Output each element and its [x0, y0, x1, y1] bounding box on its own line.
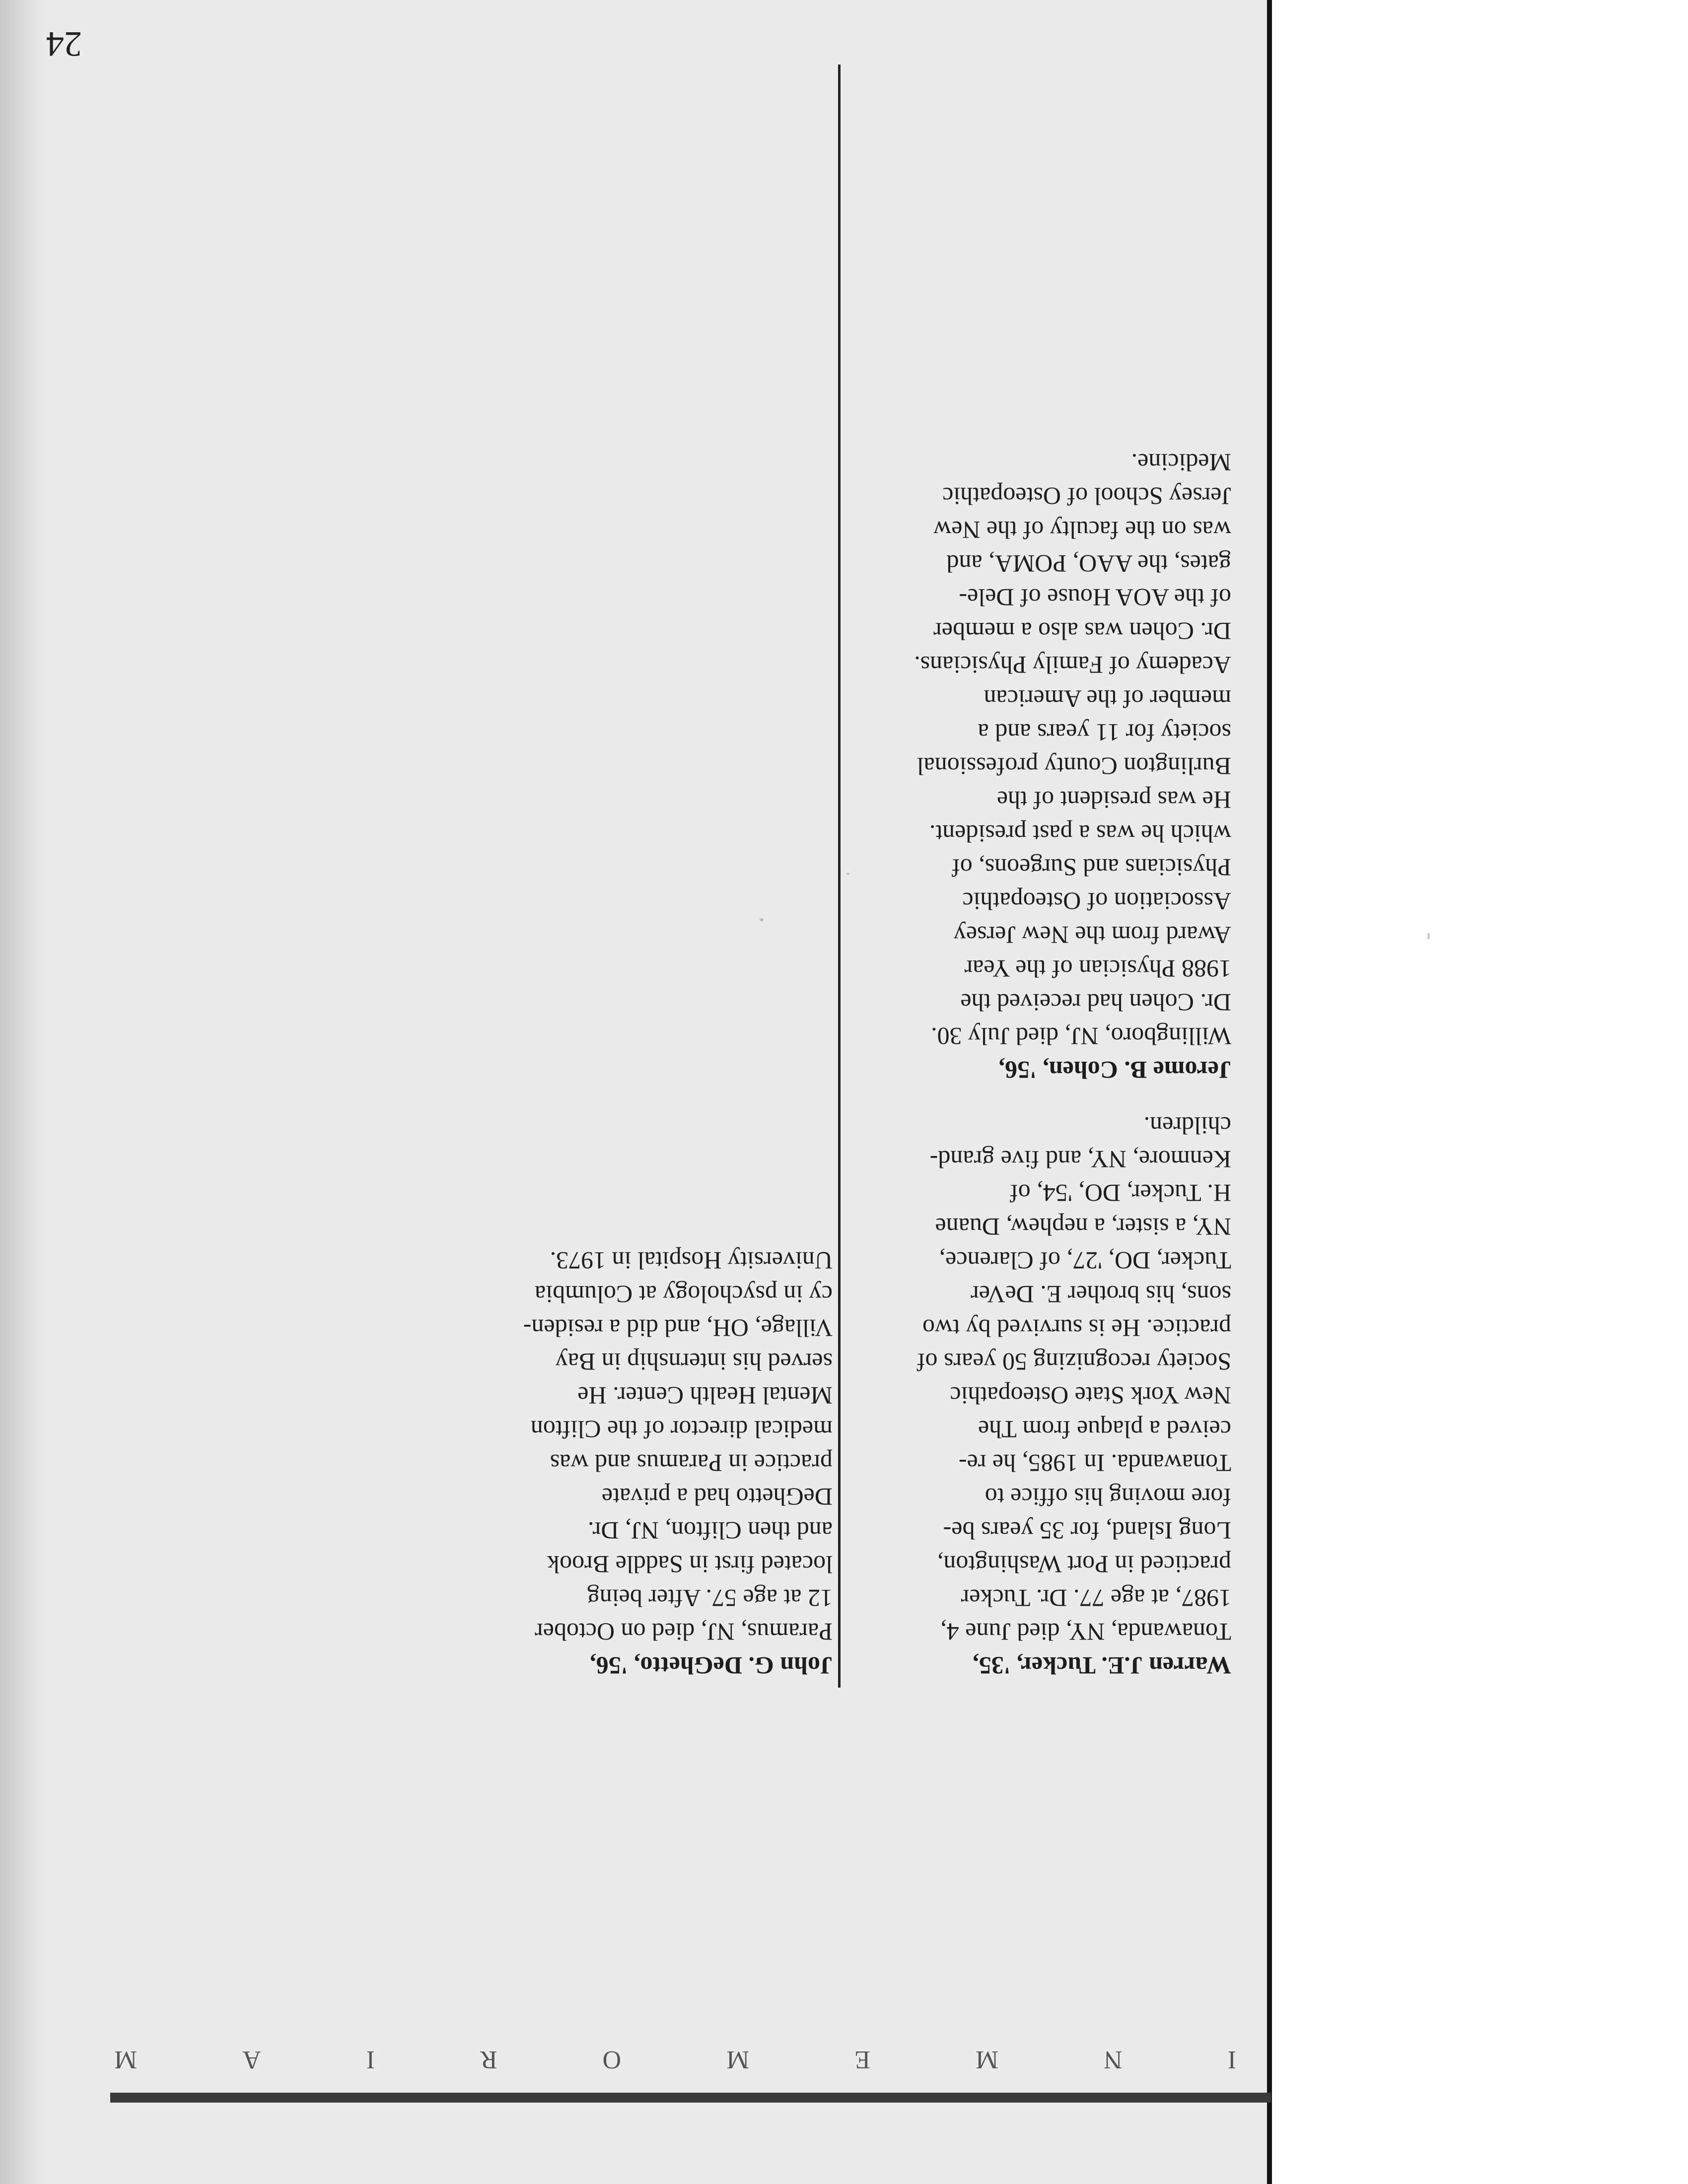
- obituary-line: Tucker, DO, '27, of Clarence,: [939, 1247, 1231, 1275]
- obituary-line: Tonawanda, NY, died June 4,: [940, 1618, 1231, 1646]
- obituary-line: member of the American: [984, 685, 1231, 713]
- obituary-tucker: [844, 1109, 1231, 1683]
- obituary-line: Burlington County professional: [916, 752, 1231, 780]
- obituary-line: Mental Health Center. He: [577, 1382, 833, 1410]
- obituary-line: Paramus, NJ, died on October: [535, 1618, 833, 1646]
- obituary-line: 1987, at age 77. Dr. Tucker: [961, 1584, 1231, 1612]
- obituary-name: Jerome B. Cohen, '56,: [998, 1056, 1231, 1084]
- obituary-line: located first in Saddle Brook: [547, 1551, 833, 1578]
- header-letter: M: [726, 2046, 750, 2074]
- obituary-line: fore moving his office to: [985, 1483, 1231, 1511]
- obituary-line: medical director of the Clifton: [530, 1416, 833, 1443]
- obituary-line: was on the faculty of the New: [933, 516, 1231, 544]
- obituary-column-left: [844, 446, 1231, 1683]
- obituary-line: sons, his brother E. DeVer: [971, 1281, 1231, 1308]
- obituary-line: practice. He is survived by two: [922, 1314, 1231, 1342]
- obituary-name: Warren J.E. Tucker, '35,: [973, 1652, 1231, 1680]
- obituary-line: Dr. Cohen had received the: [960, 989, 1231, 1017]
- header-letter: M: [114, 2046, 138, 2074]
- obituary-line: society for 11 years and a: [978, 719, 1231, 747]
- obituary-line: University Hospital in 1973.: [550, 1247, 833, 1275]
- obituary-line: ceived a plaque from The: [978, 1416, 1231, 1443]
- obituary-line: NY, a sister, a nephew, Duane: [935, 1213, 1231, 1241]
- obituary-line: Academy of Family Physicians.: [914, 651, 1231, 679]
- obituary-line: Award from the New Jersey: [953, 921, 1231, 949]
- obituary-line: H. Tucker, DO, '54, of: [1010, 1179, 1231, 1207]
- header-letter: I: [1227, 2046, 1236, 2074]
- header-letter: E: [854, 2046, 871, 2074]
- obituary-cohen: [844, 446, 1231, 1087]
- obituary-line: which he was a past president.: [929, 820, 1231, 848]
- obituary-line: gates, the AAO, POMA, and: [946, 550, 1231, 578]
- obituary-line: Long Island, for 35 years be-: [943, 1517, 1231, 1545]
- obituary-line: Kenmore, NY, and five grand-: [929, 1146, 1231, 1173]
- header-rule: [110, 2093, 1271, 2103]
- obituary-line: Medicine.: [1131, 449, 1231, 477]
- header-letter: M: [975, 2046, 999, 2074]
- obituary-line: DeGhetto had a private: [601, 1483, 833, 1511]
- header-letter: A: [242, 2046, 261, 2074]
- obituary-line: Village, OH, and did a residen-: [523, 1314, 833, 1342]
- obituary-line: of the AOA House of Dele-: [959, 584, 1231, 612]
- obituary-line: Dr. Cohen was also a member: [933, 617, 1231, 645]
- column-divider: [838, 65, 841, 1688]
- obituary-column-middle: [445, 1244, 833, 1683]
- obituary-line: 12 at age 57. After being: [587, 1584, 833, 1612]
- obituary-line: New York State Osteopathic: [950, 1382, 1231, 1410]
- obituary-line: practiced in Port Washington,: [937, 1551, 1231, 1578]
- obituary-line: children.: [1143, 1112, 1231, 1140]
- obituary-line: Willingboro, NJ, died July 30.: [931, 1023, 1231, 1050]
- obituary-line: Physicians and Surgeons, of: [952, 854, 1231, 882]
- obituary-line: cy in psychology at Columbia: [535, 1281, 833, 1308]
- obituary-deghetto: [445, 1244, 833, 1683]
- obituary-line: 1988 Physician of the Year: [964, 955, 1231, 983]
- obituary-line: practice in Paramus and was: [550, 1449, 833, 1477]
- section-header: [114, 2040, 1236, 2080]
- header-letter: N: [1104, 2046, 1123, 2074]
- obituary-line: Jersey School of Osteopathic: [942, 482, 1231, 510]
- header-letter: O: [602, 2046, 622, 2074]
- obituary-line: served his internship in Bay: [555, 1348, 833, 1376]
- header-letter: I: [366, 2046, 375, 2074]
- page-number: 24: [46, 24, 82, 64]
- obituary-line: Society recognizing 50 years of: [916, 1348, 1231, 1376]
- obituary-line: Tonawanda. In 1985, he re-: [958, 1449, 1231, 1477]
- obituary-name: John G. DeGhetto, '56,: [590, 1652, 833, 1680]
- obituary-line: He was president of the: [996, 786, 1231, 814]
- obituary-line: and then Clifton, NJ, Dr.: [587, 1517, 833, 1545]
- header-letter: R: [480, 2046, 497, 2074]
- obituary-line: Association of Osteopathic: [962, 887, 1231, 915]
